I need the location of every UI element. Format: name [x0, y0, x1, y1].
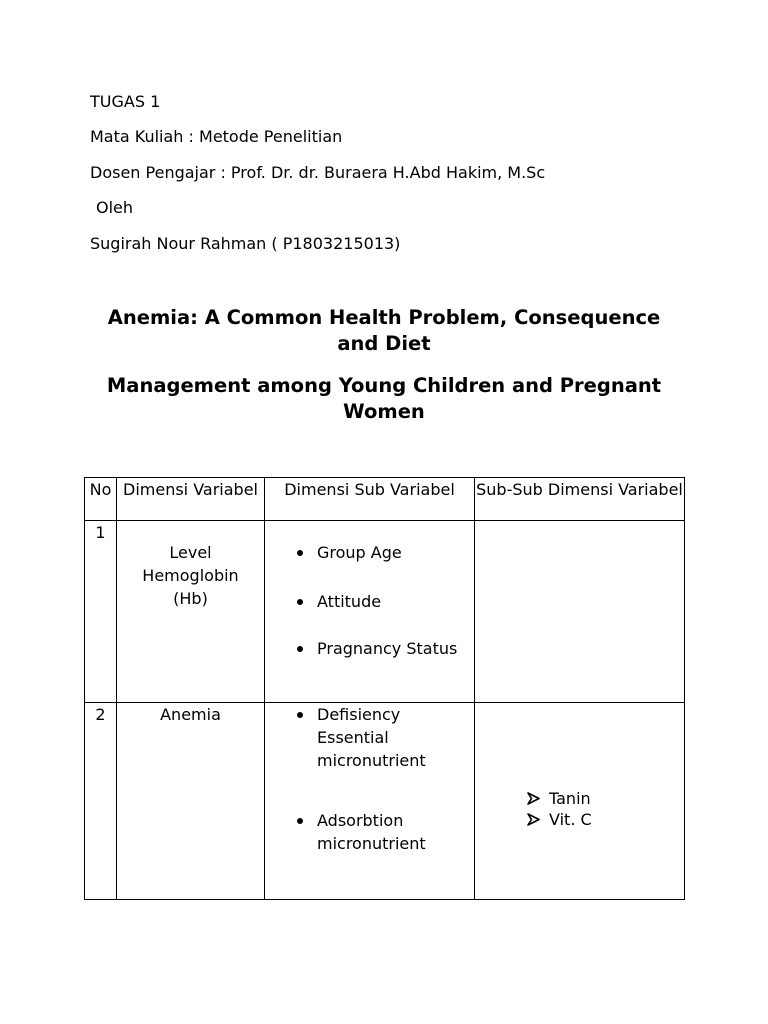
bullet-dot-icon	[297, 712, 303, 718]
list-item: Vit. C	[525, 809, 684, 830]
row-sub-sub-dimensi	[475, 703, 685, 900]
doc-title-line-4: Women	[343, 400, 425, 423]
header-dimensi-sub-variabel: Dimensi Sub Variabel	[265, 478, 475, 521]
row-dimensi-text: Level Hemoglobin (Hb)	[142, 543, 239, 608]
list-item: Tanin	[525, 788, 684, 809]
list-item: Adsorbtion micronutrient	[289, 809, 474, 855]
sub-dimensi-list	[265, 521, 474, 660]
row-sub-dimensi	[265, 521, 475, 703]
row-number: 1	[85, 521, 117, 703]
sub-dimensi-list	[265, 703, 474, 855]
row-dimensi	[117, 703, 265, 900]
row-dimensi-text: Anemia	[160, 705, 221, 724]
doc-title-line-3: Management among Young Children and Pregnant	[106, 374, 662, 397]
variable-table	[84, 477, 685, 900]
table-header-row	[85, 478, 685, 521]
author-line: Sugirah Nour Rahman ( P1803215013)	[90, 234, 401, 253]
doc-title-line-2: and Diet	[337, 332, 431, 355]
by-label: Oleh	[96, 198, 134, 217]
assignment-label: TUGAS 1	[90, 92, 161, 111]
doc-title-line-1: Anemia: A Common Health Problem, Consequence	[107, 306, 661, 329]
row-sub-dimensi	[265, 703, 475, 900]
bullet-dot-icon	[297, 550, 303, 556]
row-number: 2	[85, 703, 117, 900]
header-no: No	[85, 478, 117, 521]
bullet-dot-icon	[297, 646, 303, 652]
header-sub-sub-dimensi-variabel: Sub-Sub Dimensi Variabel	[475, 478, 685, 521]
list-item: Attitude	[289, 590, 474, 613]
list-item: Defisiency Essential micronutrient	[289, 703, 474, 772]
course-line: Mata Kuliah : Metode Penelitian	[90, 127, 343, 146]
row-dimensi	[117, 521, 265, 703]
arrow-bullet-icon	[527, 813, 540, 826]
bullet-dot-icon	[297, 818, 303, 824]
list-item: Group Age	[289, 541, 474, 564]
sub-sub-dimensi-list	[475, 703, 684, 830]
table-row	[85, 521, 685, 703]
row-sub-sub-dimensi	[475, 521, 685, 703]
table-row	[85, 703, 685, 900]
header-dimensi-variabel: Dimensi Variabel	[117, 478, 265, 521]
bullet-dot-icon	[297, 599, 303, 605]
list-item: Pragnancy Status	[289, 637, 474, 660]
arrow-bullet-icon	[527, 792, 540, 805]
lecturer-line: Dosen Pengajar : Prof. Dr. dr. Buraera H.Abd Hakim, M.Sc	[90, 163, 546, 182]
